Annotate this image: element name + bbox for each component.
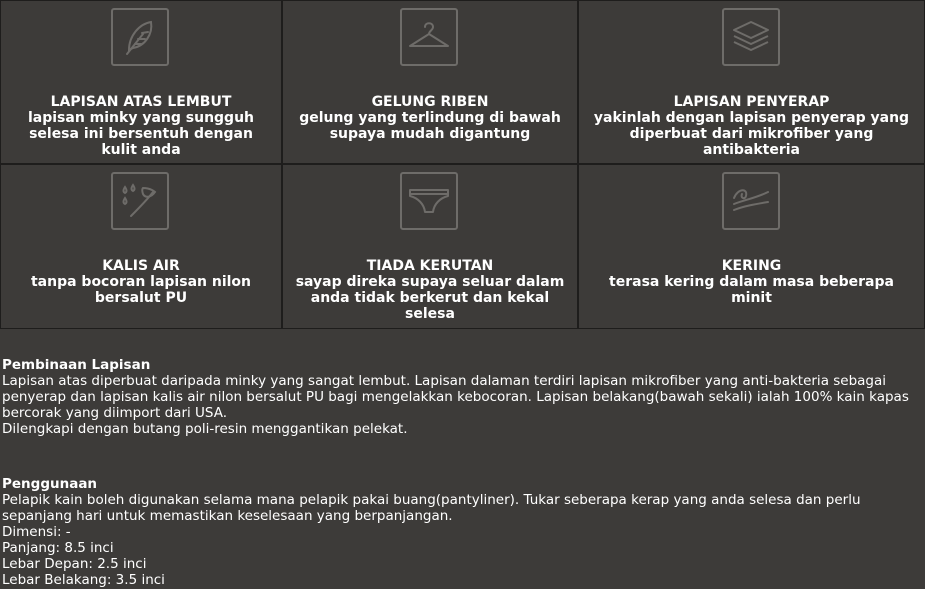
feature-description: yakinlah dengan lapisan penyerap yang diperbuat dari mikrofiber yang antibakteria bbox=[593, 110, 910, 158]
dimension-length: Panjang: 8.5 inci bbox=[2, 540, 114, 556]
water-drops-icon bbox=[111, 172, 169, 230]
wave-icon bbox=[722, 172, 780, 230]
feature-title: LAPISAN PENYERAP bbox=[673, 94, 830, 110]
layers-icon bbox=[722, 8, 780, 66]
feature-title: GELUNG RIBEN bbox=[371, 94, 489, 110]
feature-cell-waterproof bbox=[1, 165, 281, 328]
feature-cell-no-wrinkle bbox=[283, 165, 577, 328]
feature-description: sayap direka supaya seluar dalam anda tidak berkerut dan kekal selesa bbox=[295, 274, 565, 322]
dimensions-label: Dimensi: - bbox=[2, 524, 71, 540]
usage-heading: Penggunaan bbox=[2, 476, 98, 492]
feature-title: KERING bbox=[721, 258, 782, 274]
feature-description: tanpa bocoran lapisan nilon bersalut PU bbox=[30, 274, 252, 306]
feature-description: terasa kering dalam masa beberapa minit bbox=[609, 274, 894, 306]
feature-description: gelung yang terlindung di bawah supaya mudah digantung bbox=[299, 110, 561, 142]
product-description bbox=[2, 357, 922, 588]
feature-cell-absorbent-layer bbox=[579, 1, 924, 163]
hanger-icon bbox=[400, 8, 458, 66]
feature-title: KALIS AIR bbox=[102, 258, 180, 274]
construction-heading: Pembinaan Lapisan bbox=[2, 357, 151, 373]
feature-title: TIADA KERUTAN bbox=[366, 258, 494, 274]
construction-paragraph: Lapisan atas diperbuat daripada minky yang sangat lembut. Lapisan dalaman terdiri lapisan mikrofiber yang anti-bakteria sebagai penyerap dan lapisan kalis air nilon bersalut PU bagi mengelakkan kebocoran. Lapisan belakang(bawah sekali) ialah 100% kain kapas bercorak yang diimport dari USA. bbox=[2, 373, 909, 421]
dimension-back-width: Lebar Belakang: 3.5 inci bbox=[2, 572, 165, 588]
usage-paragraph: Pelapik kain boleh digunakan selama mana pelapik pakai buang(pantyliner). Tukar seberapa kerap yang anda selesa dan perlu sepanjang hari untuk memastikan keselesaan yang berpanjangan. bbox=[2, 492, 861, 524]
panty-icon bbox=[400, 172, 458, 230]
feature-cell-ribbon-loop bbox=[283, 1, 577, 163]
feature-cell-soft-top bbox=[1, 1, 281, 163]
feature-description: lapisan minky yang sungguh selesa ini bersentuh dengan kulit anda bbox=[27, 110, 255, 158]
feather-icon bbox=[111, 8, 169, 66]
feature-title: LAPISAN ATAS LEMBUT bbox=[50, 94, 232, 110]
feature-cell-dry bbox=[579, 165, 924, 328]
dimension-front-width: Lebar Depan: 2.5 inci bbox=[2, 556, 147, 572]
construction-note: Dilengkapi dengan butang poli-resin menggantikan pelekat. bbox=[2, 421, 408, 437]
